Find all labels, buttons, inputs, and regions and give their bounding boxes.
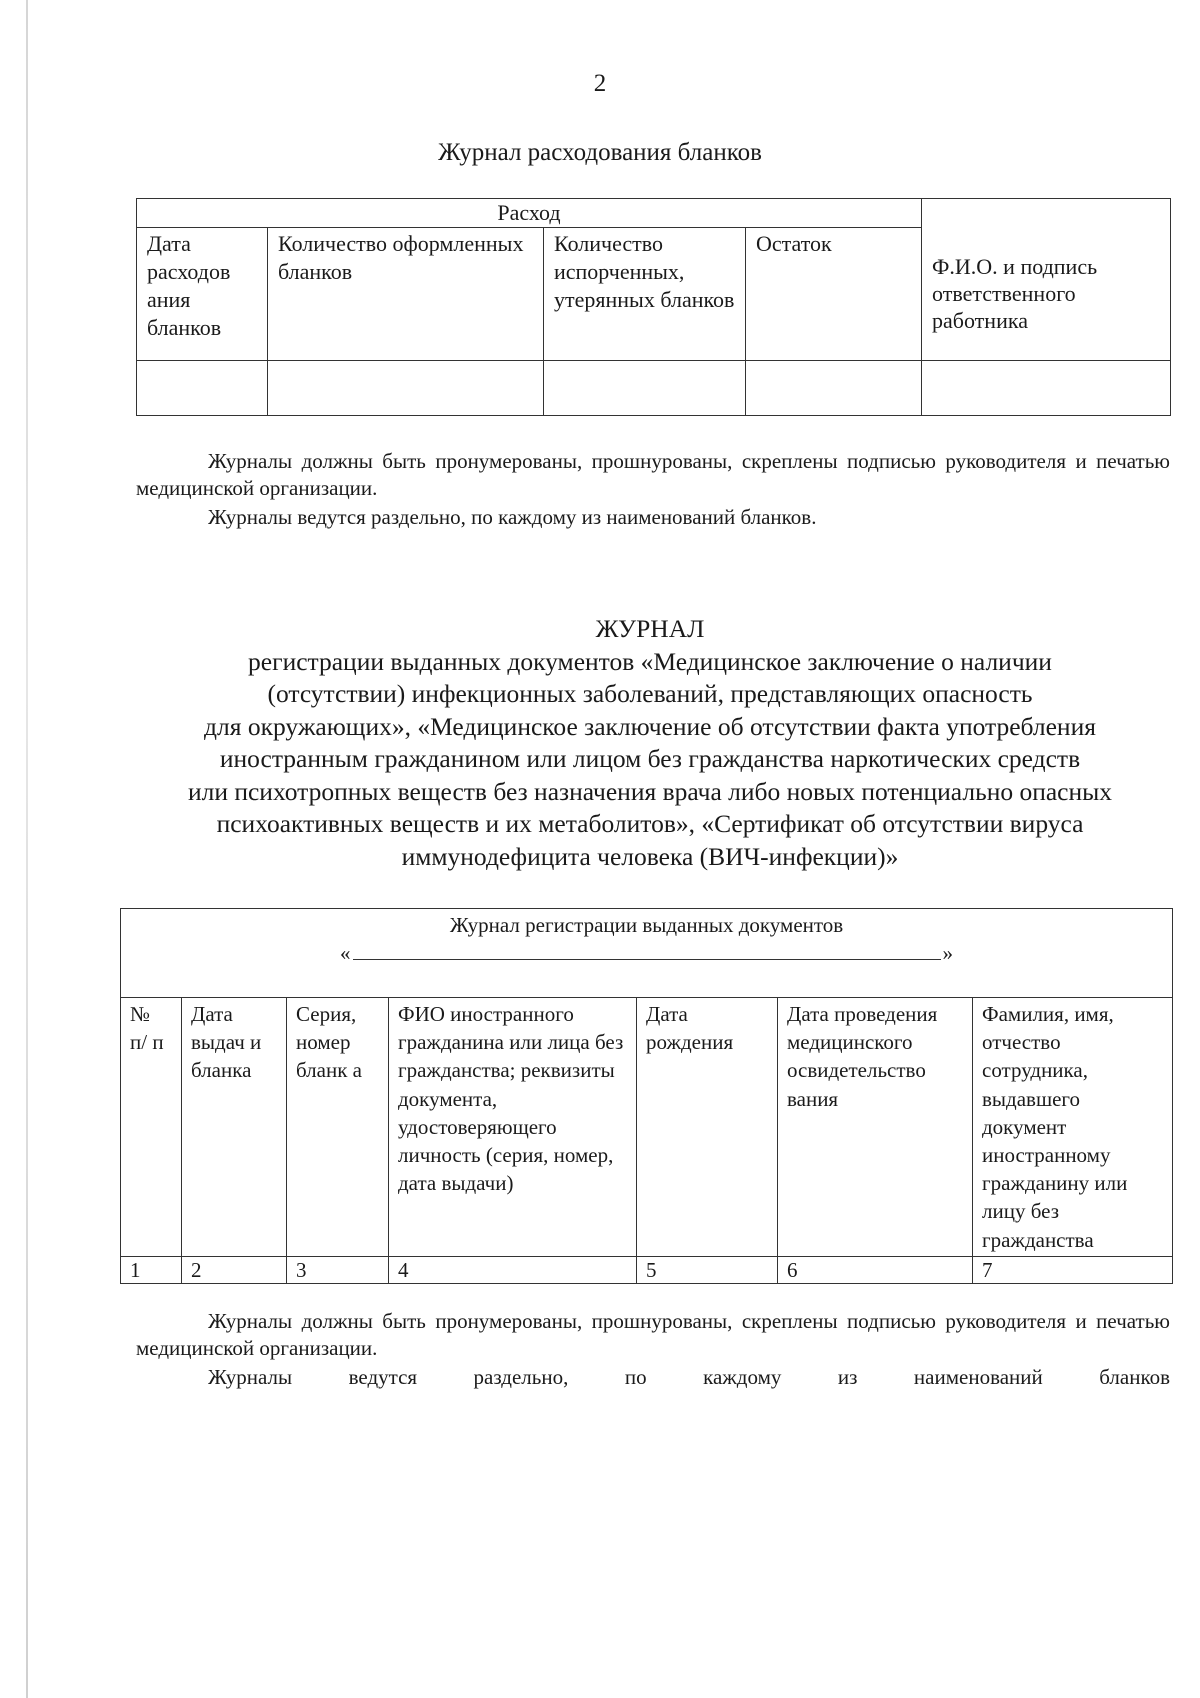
expense-group-header: Расход [137, 199, 922, 228]
empty-cell [137, 361, 268, 416]
responsible-signature-header: Ф.И.О. и подпись ответственного работника [922, 199, 1171, 361]
journal-heading: ЖУРНАЛ [595, 614, 705, 643]
col-remainder-header: Остаток [746, 228, 922, 361]
quote-open: « [340, 941, 351, 965]
journal-title-line: (отсутствии) инфекционных заболеваний, представляющих опасность [267, 679, 1033, 708]
col-employee-header: Фамилия, имя, отчество сотрудника, выдавшего документ иностранному гражданину или лицу без гражданства [973, 998, 1173, 1257]
col-foreigner-name-header: ФИО иностранного гражданина или лица без гражданства; реквизиты документа, удостоверяющего личность (серия, номер, дата выдачи) [389, 998, 637, 1257]
registration-table-caption [121, 909, 1173, 998]
journal-title-line: регистрации выданных документов «Медицинское заключение о наличии [248, 646, 1052, 676]
registration-table [120, 908, 1173, 1284]
col-series-header: Серия, номер бланк а [287, 998, 389, 1257]
col-issue-date-header: Дата выдач и бланка [182, 998, 287, 1257]
journal-separate-note: Журналы ведутся раздельно, по каждому из наименований бланков. [208, 505, 817, 529]
registration-journal-title [120, 613, 1180, 873]
journal-title-line: или психотропных веществ без назначения врача либо новых потенциально опасных [187, 776, 1113, 806]
blank-usage-journal-title: Журнал расходования бланков [438, 139, 762, 166]
col-exam-date-header: Дата проведения медицинского освидетельство вания [778, 998, 973, 1257]
journal-title-line: психоактивных веществ и их метаболитов», «Сертификат об отсутствии вируса [216, 809, 1084, 838]
column-number: 3 [287, 1256, 389, 1283]
table-header-row [121, 998, 1173, 1257]
document-name-field [340, 939, 953, 967]
column-number: 2 [182, 1256, 287, 1283]
col-expense-date-header: Дата расходов ания бланков [137, 228, 268, 361]
quote-close: » [942, 941, 954, 965]
empty-cell [268, 361, 544, 416]
column-number: 6 [778, 1256, 973, 1283]
scan-edge [26, 0, 28, 1698]
table-row [137, 361, 1171, 416]
journal-title-line: иммунодефицита человека (ВИЧ-инфекции)» [401, 841, 899, 871]
blank-usage-table [136, 198, 1171, 416]
empty-cell [544, 361, 746, 416]
caption-title: Журнал регистрации выданных документов [449, 913, 844, 937]
col-number-header: № п/ п [121, 998, 182, 1257]
col-spoiled-count-header: Количество испорченных, утерянных бланков [544, 228, 746, 361]
table-row [121, 1256, 1173, 1283]
column-number: 5 [637, 1256, 778, 1283]
journal-binding-note-2: Журналы должны быть пронумерованы, прошнурованы, скреплены подписью руководителя и печатью медицинской организации. [136, 1309, 1170, 1360]
col-issued-count-header: Количество оформленных бланков [268, 228, 544, 361]
journal-binding-note: Журналы должны быть пронумерованы, прошнурованы, скреплены подписью руководителя и печатью медицинской организации. [136, 449, 1170, 500]
column-number: 7 [973, 1256, 1173, 1283]
journal-separate-note-2: Журналы ведутся раздельно, по каждому из наименований бланков [208, 1365, 1170, 1389]
journal-title-line: для окружающих», «Медицинское заключение об отсутствии факта употребления [204, 711, 1096, 741]
empty-cell [746, 361, 922, 416]
document-name-underline [353, 941, 941, 960]
page-number: 2 [593, 70, 607, 97]
empty-cell [922, 361, 1171, 416]
col-birth-date-header: Дата рождения [637, 998, 778, 1257]
journal-title-line: иностранным гражданином или лицом без гражданства наркотических средств [219, 744, 1081, 773]
column-number: 1 [121, 1256, 182, 1283]
column-number: 4 [389, 1256, 637, 1283]
